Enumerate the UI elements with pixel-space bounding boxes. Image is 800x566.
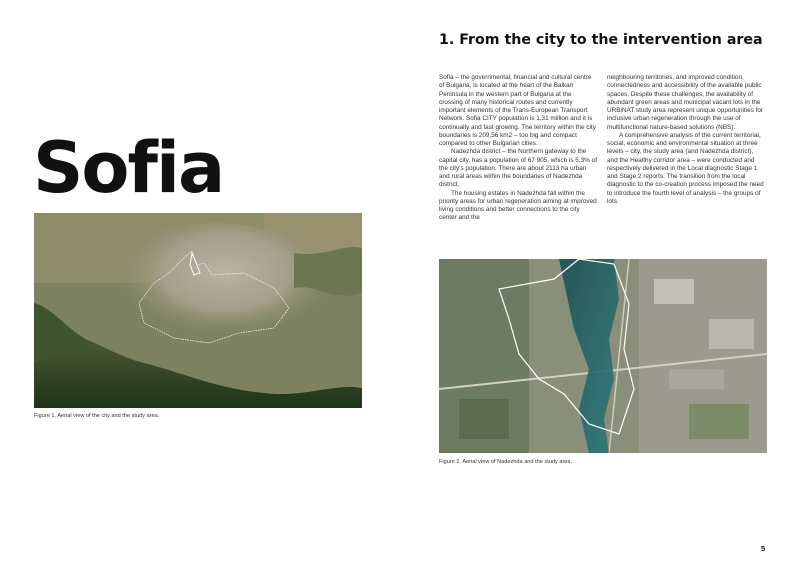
nadezhda-aerial-image [439,259,767,453]
text-column-right [607,74,765,206]
figure-caption: Figure 2. Aerial view of Nadezhda and the study area. [439,459,573,465]
figure-caption: Figure 1. Aerial view of the city and the study area. [34,413,160,419]
paragraph: Nadezhda district – the Northern gateway to the capital city, has a population of 67 905, which is 5,3% of the city's population. There are about 2113 ha urban and rural areas within the boundaries of Nadezhda district. [439,148,597,189]
text-column-left [439,74,597,223]
paragraph: Sofia – the governmental, financial and cultural centre of Bulgaria, is located at the heart of the Balkan Peninsula in the western part of Bulgaria at the crossing of many historical routes and currently important elements of the Trans-European Transport Network. Sofia CITY population is 1,31 million and it is continually and fast growing. The territory within the city boundaries is 209,56 km2 – too big and compact compared to other Bulgarian cities. [439,74,596,147]
page-title: Sofia [33,127,224,209]
paragraph: A comprehensive analysis of the current territorial, social, economic and environmental situation at three levels – city, the study area (and Nadezhda district), and the Healthy corridor area – were conducted and respectively delivered in the Local diagnostic Stage 1 and Stage 2 reports. The transition from the local diagnostic to the co-creation process imposed the need to introduce the fourth level of analysis – the groups of lots. [607,131,764,205]
section-heading: 1. From the city to the intervention area [439,32,763,48]
paragraph: neighbouring territories, and improved condition, connectedness and accessibility of the available public spaces. Despite these challenges, the availability of abundant green areas and municipal vacant lots in the URBiNAT study area represent unique opportunities for inclusive urban regeneration through the use of multifunctional nature-based solutions (NBS). [607,74,764,131]
page-number: 5 [761,544,766,553]
city-aerial-image [34,213,362,408]
paragraph: The housing estates in Nadezhda fall within the priority areas for urban regeneration aiming at improved living conditions and better connections to the city center and the [439,189,597,222]
